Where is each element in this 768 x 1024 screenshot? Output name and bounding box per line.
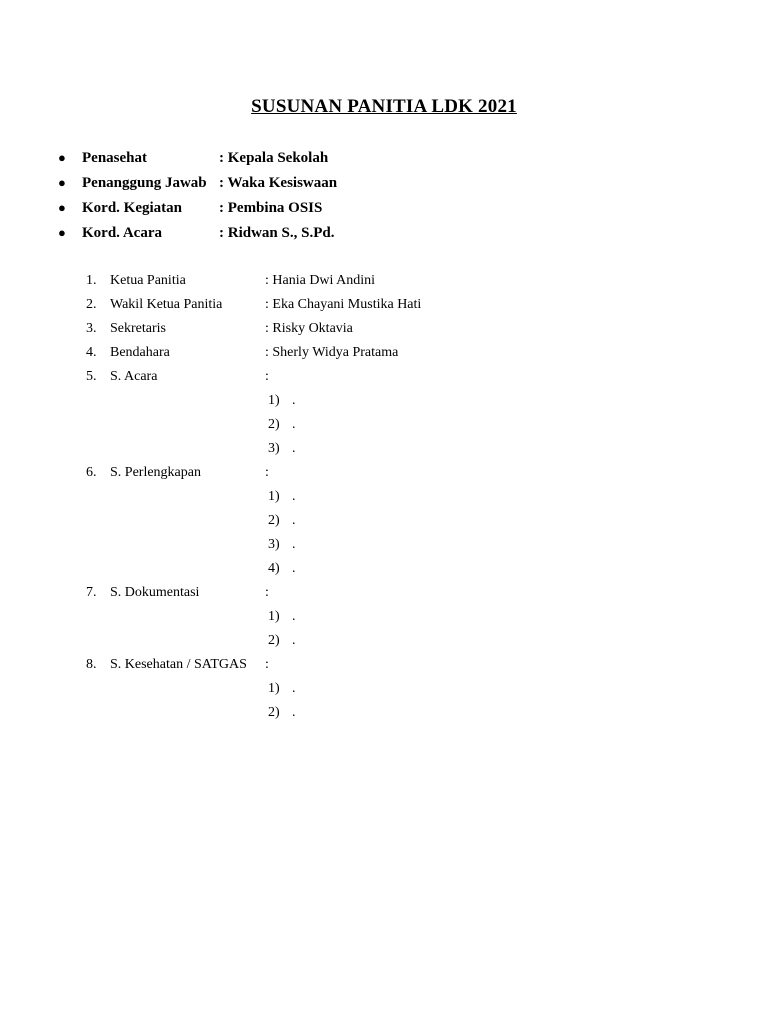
sub-member-value: . — [292, 633, 296, 648]
member-number: 6. — [86, 465, 97, 480]
sub-member-value: . — [292, 417, 296, 432]
official-role: Penanggung Jawab — [82, 175, 207, 191]
sub-member-value: . — [292, 393, 296, 408]
sub-member-value: . — [292, 681, 296, 696]
member-number: 4. — [86, 345, 97, 360]
sub-member-value: . — [292, 513, 296, 528]
member-name: : Hania Dwi Andini — [265, 273, 376, 288]
member-name: : Eka Chayani Mustika Hati — [265, 297, 422, 312]
member-number: 3. — [86, 321, 97, 336]
member-role: S. Kesehatan / SATGAS — [110, 657, 247, 672]
sub-member-value: . — [292, 537, 296, 552]
member-name: : Risky Oktavia — [265, 321, 353, 336]
sub-member-value: . — [292, 489, 296, 504]
member-number: 5. — [86, 369, 97, 384]
member-role: Ketua Panitia — [110, 273, 186, 288]
member-role: Bendahara — [110, 345, 170, 360]
member-name: : — [265, 657, 269, 672]
member-role: S. Acara — [110, 369, 158, 384]
official-name: : Ridwan S., S.Pd. — [219, 225, 335, 241]
sub-member-number: 1) — [268, 393, 280, 408]
sub-member-number: 2) — [268, 705, 280, 720]
sub-member-number: 1) — [268, 489, 280, 504]
official-name: : Pembina OSIS — [219, 200, 323, 216]
member-name: : — [265, 585, 269, 600]
member-name: : — [265, 369, 269, 384]
sub-member-number: 2) — [268, 513, 280, 528]
member-role: Sekretaris — [110, 321, 166, 336]
bullet-icon: ● — [58, 150, 66, 165]
bullet-icon: ● — [58, 225, 66, 240]
sub-member-number: 1) — [268, 609, 280, 624]
sub-member-value: . — [292, 705, 296, 720]
member-number: 2. — [86, 297, 97, 312]
sub-member-number: 4) — [268, 561, 280, 576]
member-role: S. Dokumentasi — [110, 585, 200, 600]
member-number: 8. — [86, 657, 97, 672]
sub-member-number: 2) — [268, 417, 280, 432]
official-name: : Kepala Sekolah — [219, 150, 329, 166]
official-role: Penasehat — [82, 150, 147, 166]
sub-member-number: 3) — [268, 441, 280, 456]
sub-member-value: . — [292, 441, 296, 456]
sub-member-value: . — [292, 561, 296, 576]
bullet-icon: ● — [58, 200, 66, 215]
bullet-icon: ● — [58, 175, 66, 190]
sub-member-number: 3) — [268, 537, 280, 552]
sub-member-value: . — [292, 609, 296, 624]
document-title: SUSUNAN PANITIA LDK 2021 — [251, 96, 517, 117]
sub-member-number: 2) — [268, 633, 280, 648]
official-role: Kord. Kegiatan — [82, 200, 182, 216]
member-role: S. Perlengkapan — [110, 465, 201, 480]
official-name: : Waka Kesiswaan — [219, 175, 338, 191]
sub-member-number: 1) — [268, 681, 280, 696]
member-name: : — [265, 465, 269, 480]
member-number: 7. — [86, 585, 97, 600]
member-number: 1. — [86, 273, 97, 288]
member-role: Wakil Ketua Panitia — [110, 297, 223, 312]
member-name: : Sherly Widya Pratama — [265, 345, 399, 360]
official-role: Kord. Acara — [82, 225, 162, 241]
